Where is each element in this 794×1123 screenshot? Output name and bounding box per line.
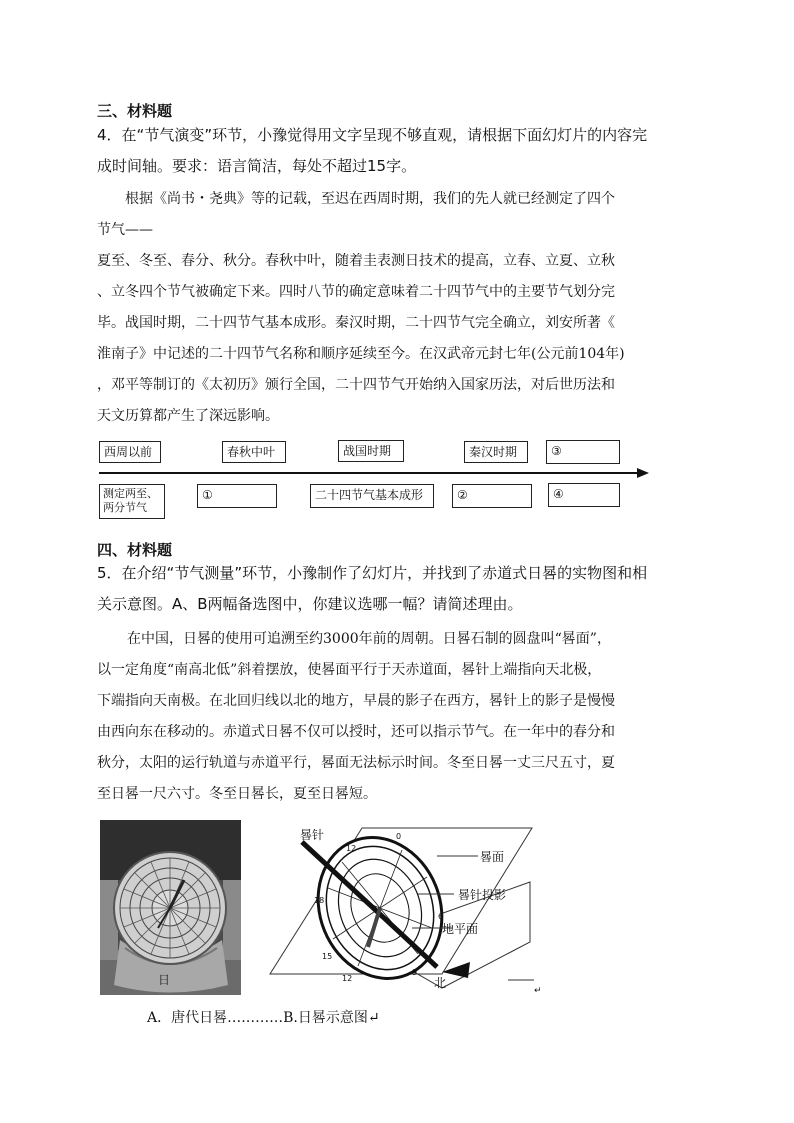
passage-2-line: 在中国，日晷的使用可追溯至约3000年前的周朝。日晷石制的圆盘叫“晷面”， [127, 631, 611, 647]
passage-1-line: ，邓平等制订的《太初历》颁行全国，二十四节气开始纳入国家历法，对后世历法和 [97, 377, 615, 393]
hour-0: 0 [396, 832, 402, 841]
answer-box-3[interactable]: ③ [546, 440, 620, 464]
section-4-heading: 四、材料题 [97, 541, 173, 559]
passage-2-line: 以一定角度“南高北低”斜着摆放，使晷面平行于天赤道面，晷针上端指向天北极， [97, 662, 602, 678]
question-5-line-2: 关示意图。A、B两幅备选图中，你建议选哪一幅？请简述理由。 [97, 595, 523, 613]
timeline-box-qinhan: 秦汉时期 [464, 441, 528, 463]
photo-caption-char: 日 [158, 973, 171, 987]
timeline-box-xizhou: 西周以前 [99, 441, 161, 463]
label-ground: 地平面 [442, 922, 479, 936]
figure-caption: A．唐代日晷‥‥‥‥‥‥B.日晷示意图↵ [147, 1010, 380, 1026]
timeline-arrowhead [637, 468, 649, 478]
passage-2 [97, 624, 707, 810]
hour-18: 18 [314, 896, 325, 905]
question-4-line-2: 成时间轴。要求：语言简洁，每处不超过15字。 [97, 157, 417, 175]
passage-2-line: 秋分，太阳的运行轨道与赤道平行，晷面无法标示时间。冬至日晷一丈三尺五寸，夏 [97, 755, 615, 771]
passage-1-line: 毕。战国时期，二十四节气基本成形。秦汉时期，二十四节气完全确立，刘安所著《 [97, 315, 615, 331]
label-needle: 晷针 [300, 828, 325, 842]
hour-12-top: 12 [346, 844, 357, 853]
timeline-box-chunqiu: 春秋中叶 [222, 441, 286, 463]
section-3-heading: 三、材料题 [97, 102, 173, 120]
question-4-line-1: 4．在“节气演变”环节，小豫觉得用文字呈现不够直观，请根据下面幻灯片的内容完 [97, 126, 648, 144]
hour-15: 15 [322, 952, 333, 961]
passage-1-line: 根据《尚书・尧典》等的记载，至迟在西周时期，我们的先人就已经测定了四个 [125, 191, 615, 207]
hour-9: 9 [412, 968, 418, 977]
sundial-photo [100, 820, 241, 995]
answer-box-1[interactable]: ① [197, 484, 277, 508]
question-5-line-1: 5．在介绍“节气测量”环节，小豫制作了幻灯片，并找到了赤道式日晷的实物图和相 [97, 564, 648, 582]
label-face: 晷面 [480, 850, 505, 864]
passage-2-line: 下端指向天南极。在北回归线以北的地方，早晨的影子在西方，晷针上的影子是慢慢 [97, 693, 615, 709]
end-mark: ↵ [534, 986, 542, 996]
hour-12-bottom: 12 [342, 974, 353, 983]
passage-1-line: 淮南子》中记述的二十四节气名称和顺序延续至今。在汉武帝元封七年(公元前104年) [97, 346, 625, 362]
passage-2-line: 由西向东在移动的。赤道式日晷不仅可以授时，还可以指示节气。在一年中的春分和 [97, 724, 615, 740]
answer-box-4[interactable]: ④ [548, 483, 620, 507]
label-shadow: 晷针投影 [458, 888, 507, 902]
passage-1 [97, 184, 707, 432]
timeline-box-basic-form: 二十四节气基本成形 [310, 484, 434, 508]
passage-2-line: 至日晷一尺六寸。冬至日晷长，夏至日晷短。 [97, 786, 377, 802]
passage-1-line: 、立冬四个节气被确定下来。四时八节的确定意味着二十四节气中的主要节气划分完 [97, 284, 615, 300]
timeline-axis [99, 472, 639, 474]
label-north: 北 [434, 976, 447, 990]
passage-1-line: 节气—— [97, 222, 153, 238]
passage-1-line: 夏至、冬至、春分、秋分。春秋中叶，随着圭表测日技术的提高，立春、立夏、立秋 [97, 253, 615, 269]
sundial-diagram [262, 822, 542, 1000]
hour-6: 6 [438, 912, 444, 921]
answer-box-2[interactable]: ② [452, 484, 532, 508]
timeline-box-zhanguo: 战国时期 [338, 440, 404, 462]
timeline-box-measured: 测定两至、两分节气 [99, 484, 165, 519]
passage-1-line: 天文历算都产生了深远影响。 [97, 408, 279, 424]
